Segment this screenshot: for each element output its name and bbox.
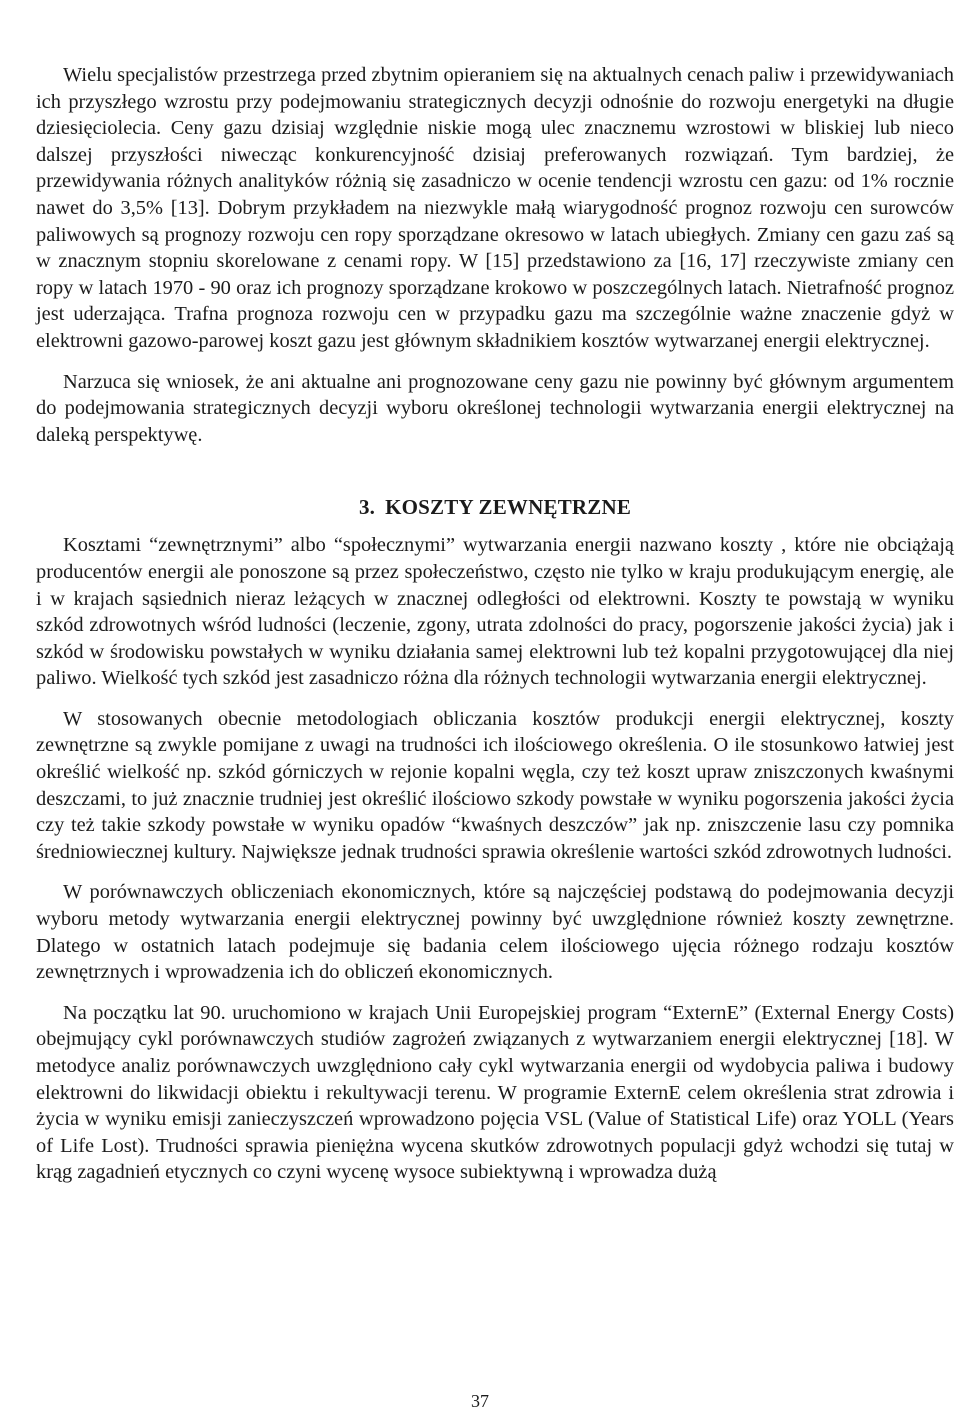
paragraph-external-costs-definition: Kosztami “zewnętrznymi” albo “społecznymi” wytwarzania energii nazwano koszty , które nie obciążają producentów energii ale ponoszone są przez społeczeństwo, często nie tylko w kraju produkującym energię, ale i w krajach sąsiednich nieraz leżących w znacznej odległości od elektrowni. Koszty te powstają w wyniku szkód zdrowotnych wśród ludności (leczenie, zgony, utrata zdolności do pracy, pogorszenie jakości życia) jak i szkód w środowisku powstałych w wyniku działania samej elektrowni lub też kopalni przygotowującej dla niej paliwo. Wielkość tych szkód jest zasadniczo różna dla różnych technologii wytwarzania energii elektrycznej. — [36, 534, 954, 690]
section-number: 3. — [358, 495, 376, 520]
paragraph-conclusion: Narzuca się wniosek, że ani aktualne ani prognozowane ceny gazu nie powinny być głównym argumentem do podejmowania strategicznych decyzji wyboru określonej technologii wytwarzania energii elektrycznej na daleką perspektywę. — [36, 370, 954, 446]
paragraph-economic-comparisons: W porównawczych obliczeniach ekonomicznych, które są najczęściej podstawą do podejmowania decyzji wyboru metody wytwarzania energii elektrycznej powinny być uwzględnione również koszty zewnętrzne. Dlatego w ostatnich latach podejmuje się badania celem ilościowego ujęcia różnego rodzaju kosztów zewnętrznych i wprowadzenia ich do obliczeń ekonomicznych. — [36, 881, 954, 984]
paragraph-methodologies: W stosowanych obecnie metodologiach obliczania kosztów produkcji energii elektrycznej, koszty zewnętrzne są zwykle pomijane z uwagi na trudności ich ilościowego określenia. O ile stosunkowo łatwiej jest określić wielkość np. szkód górniczych w rejonie kopalni węgla, czy też koszt upraw zniszczonych kwaśnymi deszczami, to już znacznie trudniej jest określić ilościowo szkody powstałe w wyniku pogorszenia jakości życia czy też takie szkody powstałe w wyniku opadów “kwaśnych deszczów” jak np. zniszczenie lasu czy pomnika średniowiecznej kultury. Największe jednak trudności sprawia określenie wartości szkód zdrowotnych ludności. — [36, 707, 954, 863]
section-title: KOSZTY ZEWNĘTRZNE — [385, 495, 632, 520]
paragraph-externe-program: Na początku lat 90. uruchomiono w krajach Unii Europejskiej program “ExternE” (External Energy Costs) obejmujący cykl porównawczych studiów zagrożeń związanych z wytwarzaniem energii elektrycznej [18]. W metodyce analiz porównawczych uwzględniono cały cykl wytwarzania energii od wydobycia paliwa i budowy elektrowni do likwidacji obiektu i rekultywacji terenu. W programie ExternE celem określenia strat zdrowia i życia w wyniku emisji zanieczyszczeń wprowadzono pojęcia VSL (Value of Statistical Life) oraz YOLL (Years of Life Lost). Trudności sprawia pieniężna wycena skutków zdrowotnych populacji gdyż wchodzi się tutaj w krąg zagadnień etycznych co czyni wycenę wysoce subiektywną i wprowadza dużą — [36, 1001, 955, 1184]
page-number: 37 — [471, 1391, 489, 1411]
section-heading — [36, 494, 954, 520]
document-page — [36, 62, 954, 1186]
paragraph-fuel-price-forecasts: Wielu specjalistów przestrzega przed zbytnim opieraniem się na aktualnych cenach paliw i przewidywaniach ich przyszłego wzrostu przy podejmowaniu strategicznych decyzji odnośnie do rozwoju energetyki na długie dziesięciolecia. Ceny gazu dzisiaj względnie niskie mogą ulec znacznemu wzrostowi w bliskiej lub nieco dalszej przyszłości niwecząc konkurencyjność dzisiaj preferowanych rozwiązań. Tym bardziej, że przewidywania różnych analityków różnią się zasadniczo w ocenie tendencji wzrostu cen gazu: od 1% rocznie nawet do 3,5% [13]. Dobrym przykładem na niezwykle małą wiarygodność prognoz rozwoju cen surowców paliwowych są prognozy rozwoju cen ropy sporządzane okresowo w latach ubiegłych. Zmiany cen gazu zaś są w znacznym stopniu skorelowane z cenami ropy. W [15] przedstawiono za [16, 17] rzeczywiste zmiany cen ropy w latach 1970 - 90 oraz ich prognozy sporządzane krokowo w poszczególnych latach. Nietrafność prognoz jest uderzająca. Trafna prognoza rozwoju cen w przypadku gazu ma szczególnie ważne znaczenie gdyż w elektrowni gazowo-parowej koszt gazu jest głównym składnikiem kosztów wytwarzanej energii elektrycznej. — [36, 64, 954, 352]
